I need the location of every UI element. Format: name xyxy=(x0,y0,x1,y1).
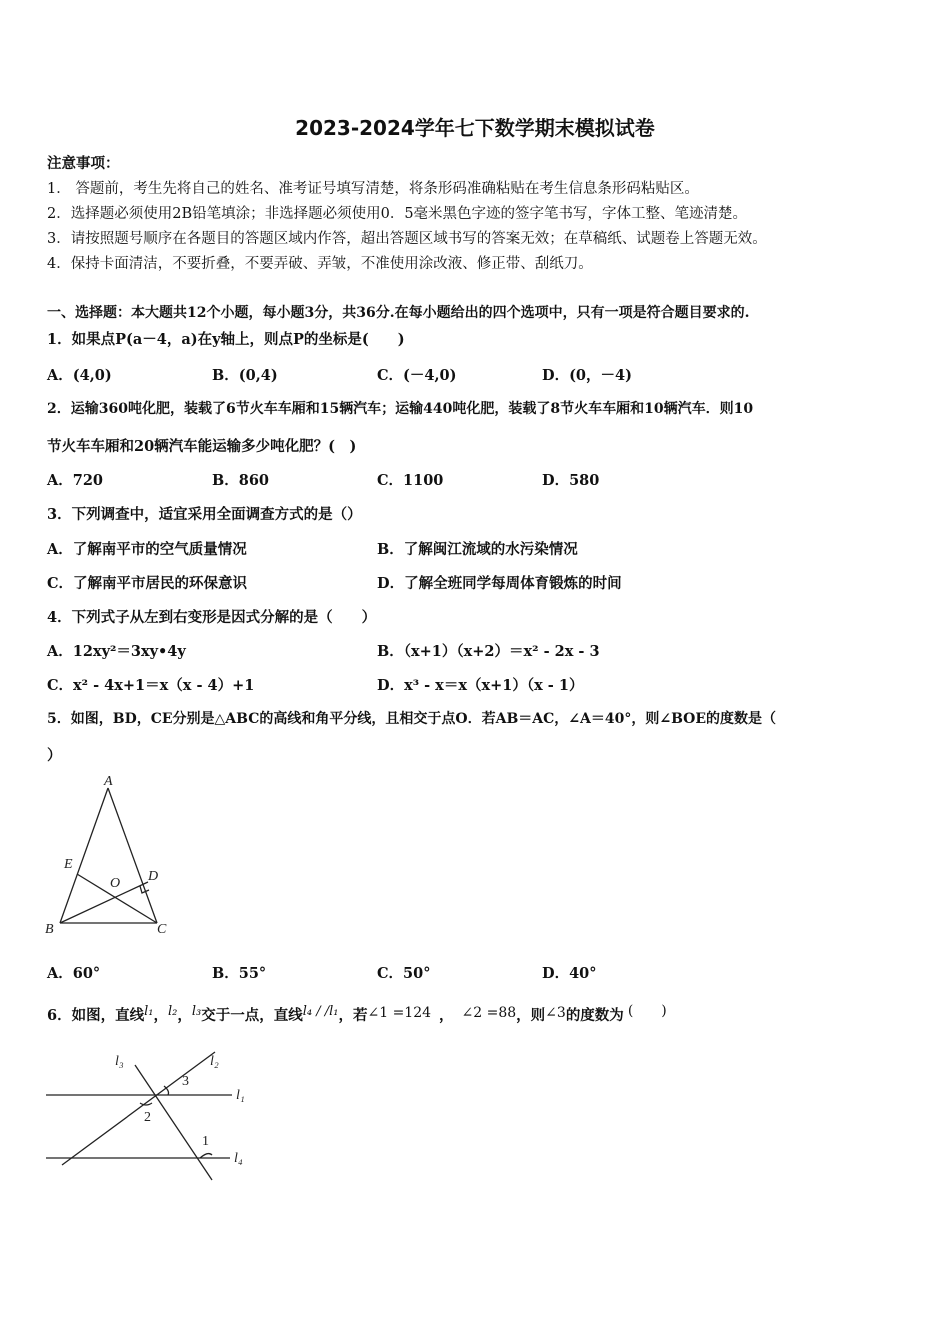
question-1-stem: 1．如果点P(a－4，a)在y轴上，则点P的坐标是( ) xyxy=(47,331,405,348)
angle-1-arc xyxy=(200,1154,212,1158)
q6-text: ，若 xyxy=(338,1007,368,1024)
label-o: O xyxy=(110,876,121,891)
q3-option-c: C．了解南平市居民的环保意识 xyxy=(47,575,248,592)
q6-angle1: ∠1 =124 xyxy=(367,1005,432,1021)
question-2-stem: 2．运输360吨化肥，装载了6节火车车厢和15辆汽车；运输440吨化肥，装载了8节火车车厢和10辆汽车．则10 xyxy=(47,401,754,417)
q2-option-b: B．860 xyxy=(212,472,270,489)
line-l2 xyxy=(62,1052,215,1165)
q1-option-d: D．(0，－4) xyxy=(542,367,632,384)
question-4-stem: 4．下列式子从左到右变形是因式分解的是（ ） xyxy=(47,609,377,626)
label-angle-3: 3 xyxy=(182,1074,189,1089)
label-angle-1: 1 xyxy=(202,1134,209,1149)
q6-text: ，则 xyxy=(516,1007,546,1024)
label-l4: l₄ xyxy=(234,1151,243,1166)
side-ac xyxy=(108,788,157,923)
question-5-stem-cont: ） xyxy=(47,747,62,764)
label-d: D xyxy=(148,869,159,884)
notice-item: 2．选择题必须使用2B铅笔填涂；非选择题必须使用0．5毫米黑色字迹的签字笔书写，字体工整、笔迹清楚。 xyxy=(47,206,748,222)
section-heading: 一、选择题：本大题共12个小题，每小题3分，共36分.在每小题给出的四个选项中，只有一项是符合题目要求的. xyxy=(47,305,750,321)
label-l3: l₃ xyxy=(115,1054,124,1069)
q4-option-a: A．12xy²＝3xy•4y xyxy=(47,643,186,660)
q6-text: 6．如图，直线 xyxy=(47,1007,145,1024)
q4-option-d: D．x³ - x＝x（x+1）（x - 1） xyxy=(377,677,584,694)
q6-text: 的度数为 xyxy=(565,1007,624,1024)
q5-option-c: C．50° xyxy=(377,965,431,982)
label-angle-2: 2 xyxy=(144,1110,151,1125)
q6-text: ， xyxy=(177,1007,192,1024)
side-ab xyxy=(60,788,108,923)
q2-option-d: D．580 xyxy=(542,472,600,489)
triangle-figure xyxy=(40,770,180,940)
label-l1: l₁ xyxy=(236,1088,245,1103)
q6-angle3: ∠3 xyxy=(545,1005,566,1021)
label-l2: l₂ xyxy=(210,1054,219,1069)
segment-bd xyxy=(60,882,148,923)
question-2-stem-cont: 节火车车厢和20辆汽车能运输多少吨化肥？( ) xyxy=(47,438,357,455)
q3-option-b: B．了解闽江流域的水污染情况 xyxy=(377,541,578,558)
label-e: E xyxy=(64,857,73,872)
q1-option-c: C．(－4,0) xyxy=(377,367,457,384)
q4-option-c: C．x² - 4x+1＝x（x - 4）+1 xyxy=(47,677,255,694)
question-6-stem xyxy=(47,1000,667,1025)
notice-item: 3．请按照题号顺序在各题目的答题区域内作答，超出答题区域书写的答案无效；在草稿纸、试题卷上答题无效。 xyxy=(47,231,767,247)
q5-option-a: A．60° xyxy=(47,965,101,982)
parallel-lines-figure xyxy=(40,1045,270,1185)
question-5-stem: 5．如图，BD，CE分别是△ABC的高线和角平分线，且相交于点O．若AB＝AC，∠A＝40°，则∠BOE的度数是（ xyxy=(47,711,777,727)
q6-l1: l₁ xyxy=(144,1004,154,1019)
q2-option-a: A．720 xyxy=(47,472,104,489)
q6-l2: l₂ xyxy=(167,1004,178,1019)
q1-option-a: A．(4,0) xyxy=(47,367,112,384)
label-c: C xyxy=(157,922,167,937)
q6-answer-blank: ( ) xyxy=(627,1003,667,1019)
q2-option-c: C．1100 xyxy=(377,472,444,489)
page-title: 2023-2024学年七下数学期末模拟试卷 xyxy=(295,116,655,140)
notice-item: 4．保持卡面清洁，不要折叠，不要弄破、弄皱，不准使用涂改液、修正带、刮纸刀。 xyxy=(47,256,593,272)
q3-option-d: D．了解全班同学每周体育锻炼的时间 xyxy=(377,575,622,592)
q6-text: ， xyxy=(153,1007,168,1024)
q6-l3: l₃ xyxy=(191,1004,202,1019)
q6-angle2: ∠2 =88 xyxy=(461,1005,517,1021)
q1-option-b: B．(0,4) xyxy=(212,367,278,384)
q6-l4-parallel-l1: l₄ / /l₁ xyxy=(302,1004,339,1019)
q6-text: 交于一点，直线 xyxy=(201,1007,303,1024)
q6-text: ， xyxy=(439,1007,454,1024)
question-3-stem: 3．下列调查中，适宜采用全面调查方式的是（） xyxy=(47,506,362,523)
notice-heading: 注意事项： xyxy=(47,155,120,172)
notice-item: 1． 答题前，考生先将自己的姓名、准考证号填写清楚，将条形码准确粘贴在考生信息条形码粘贴区。 xyxy=(47,181,699,197)
q5-option-b: B．55° xyxy=(212,965,267,982)
label-b: B xyxy=(45,922,54,937)
q4-option-b: B．（x+1）（x+2）＝x² - 2x - 3 xyxy=(377,643,600,660)
label-a: A xyxy=(104,774,113,789)
q5-option-d: D．40° xyxy=(542,965,597,982)
q3-option-a: A．了解南平市的空气质量情况 xyxy=(47,541,247,558)
